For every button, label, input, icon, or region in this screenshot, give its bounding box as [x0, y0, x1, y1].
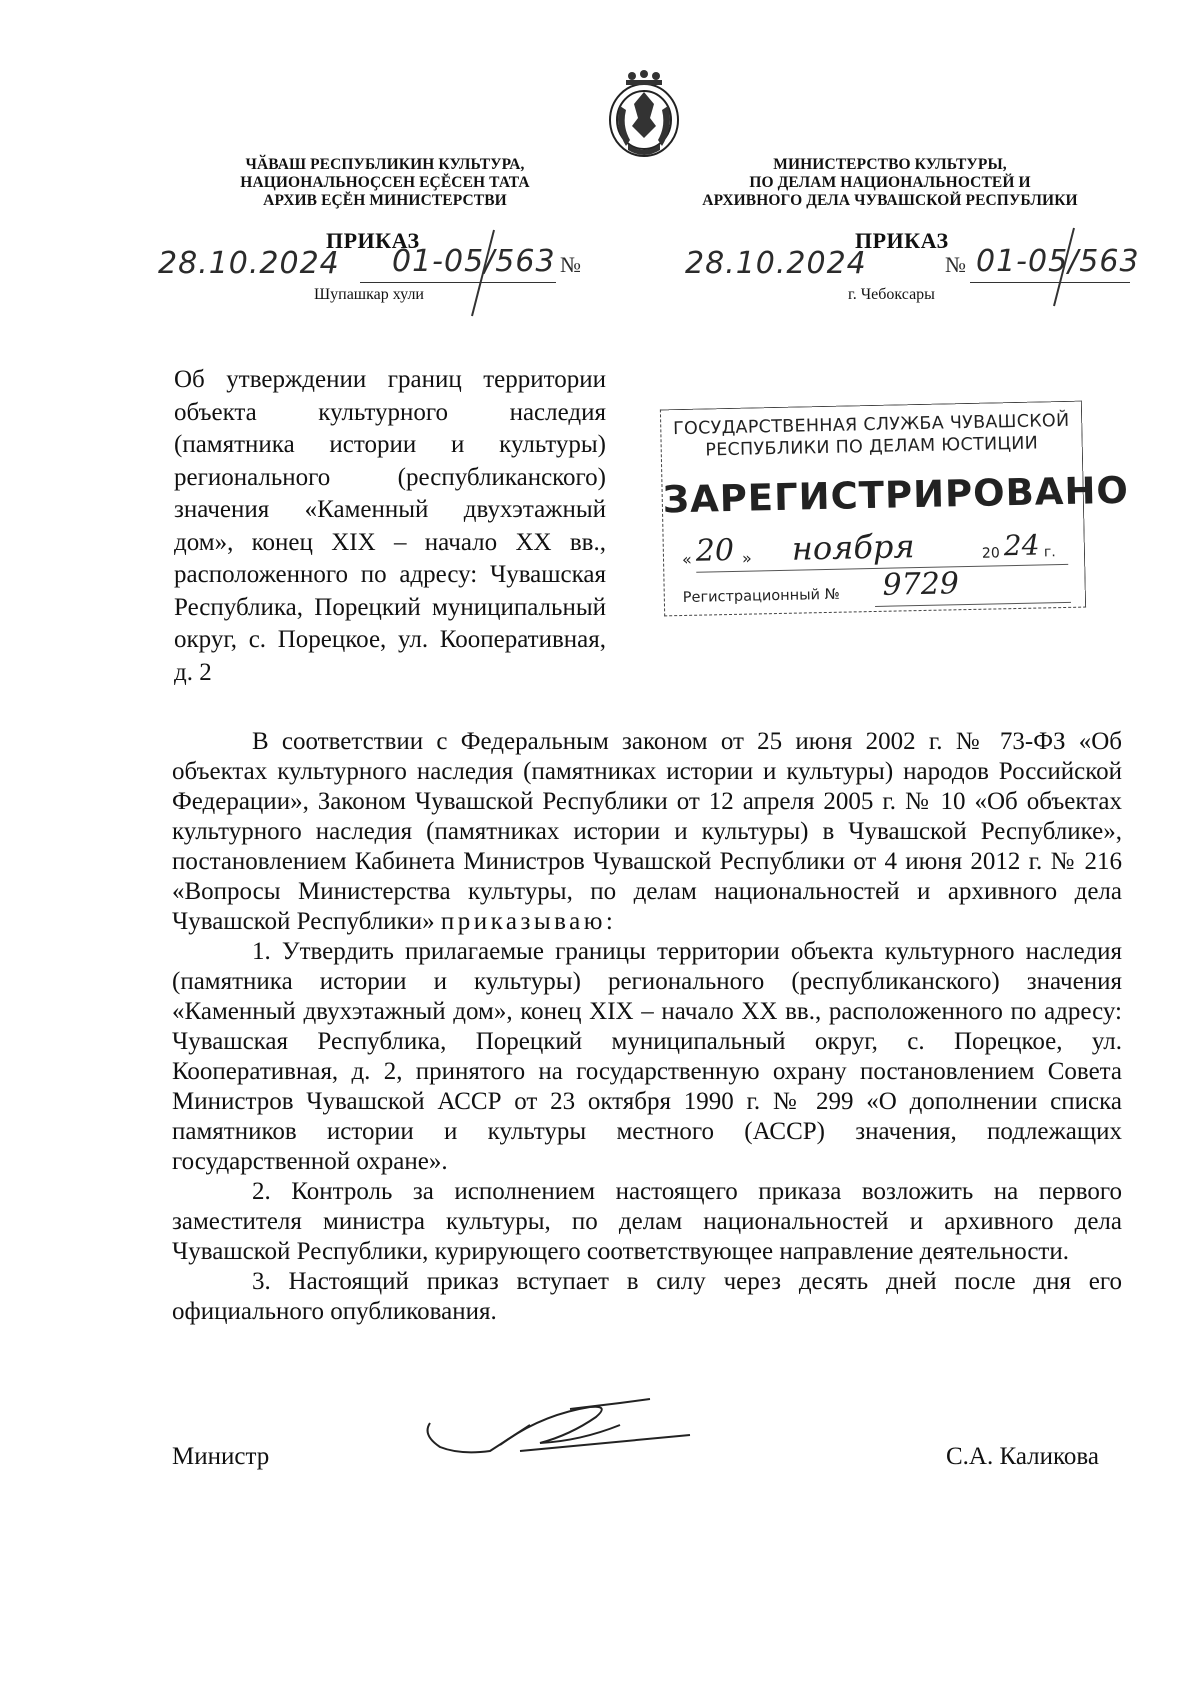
stamp-quote-open: «: [681, 549, 693, 570]
order-word: приказываю:: [440, 908, 617, 935]
number-sign-right: №: [945, 252, 967, 277]
body-paragraph-preamble: [172, 727, 1122, 937]
header-left-line-2: НАЦИОНАЛЬНОҪСЕН ЕҪĔСЕН ТАТА: [240, 174, 530, 191]
stamp-year-handwritten: 24: [1003, 528, 1040, 563]
stamp-number-row: [682, 566, 1073, 608]
number-underline-left: [360, 282, 556, 283]
body-paragraph-2: 2. Контроль за исполнением настоящего приказа возложить на первого заместителя министра культуры, по делам национальностей и архивного дела Чувашской Республики, курирующего соответствующее направление деятельности.: [172, 1178, 1122, 1265]
signatory-name: С.А. Каликова: [946, 1443, 1099, 1470]
registration-stamp: [660, 401, 1130, 617]
stamp-date-row: [681, 527, 1073, 574]
handwritten-number-left: 01-05/563: [392, 244, 556, 279]
stamp-day-handwritten: 20: [695, 532, 735, 569]
header-right-line-3: АРХИВНОГО ДЕЛА ЧУВАШСКОЙ РЕСПУБЛИКИ: [702, 192, 1078, 209]
stamp-number-underline: [875, 602, 1071, 607]
stamp-organization: [661, 410, 1082, 463]
header-left-line-1: ЧӐВАШ РЕСПУБЛИКИН КУЛЬТУРА,: [245, 156, 525, 173]
stamp-year-prefix: 20: [981, 545, 1000, 562]
stamp-registered-label: ЗАРЕГИСТРИРОВАНО: [662, 468, 1130, 522]
stamp-year-suffix: г.: [1043, 544, 1056, 561]
handwritten-signature-icon: [420, 1395, 700, 1475]
preamble-text: В соответствии с Федеральным законом от 25 июня 2002 г. № 73-ФЗ «Об объектах культурного наследия (памятниках истории и культуры) народов Российской Федерации», Законом Чувашской Республики от 12 апреля 2005 г. № 10 «Об объектах культурного наследия (памятниках истории и культуры) в Чувашской Республике», постановлением Кабинета Министров Чувашской Республики от 4 июня 2012 г. № 216 «Вопросы Министерства культуры, по делам национальностей и архивного дела Чувашской Республики»: [172, 728, 1122, 935]
order-heading-right: ПРИКАЗ: [855, 228, 949, 253]
stamp-month-handwritten: ноября: [791, 527, 915, 568]
number-sign-left: №: [560, 252, 582, 277]
city-label-left: Шупашкар хули: [314, 286, 424, 303]
header-right-ministry-russian: [690, 156, 1090, 210]
stamp-quote-close: »: [741, 548, 753, 568]
order-title: Об утверждении границ территории объекта культурного наследия (памятника истории и культуры) регионального (республиканского) значения «Каменный двухэтажный дом», конец XIX – начало XX вв., расположенного по адресу: Чувашская Республика, Порецкий муниципальный округ, с. Порецкое, ул. Кооперативная, д. 2: [174, 366, 606, 686]
pen-slash-right: [1048, 226, 1078, 316]
header-left-line-3: АРХИВ ЕҪĔН МИНИСТЕРСТВИ: [263, 192, 507, 209]
header-right-line-1: МИНИСТЕРСТВО КУЛЬТУРЫ,: [773, 156, 1007, 173]
pen-slash-left: [468, 228, 498, 318]
stamp-org-line-2: РЕСПУБЛИКИ ПО ДЕЛАМ ЮСТИЦИИ: [705, 433, 1039, 461]
signatory-position: Министр: [172, 1443, 270, 1470]
header-right-line-2: ПО ДЕЛАМ НАЦИОНАЛЬНОСТЕЙ И: [749, 174, 1031, 191]
body-paragraph-1: 1. Утвердить прилагаемые границы территории объекта культурного наследия (памятника истории и культуры) регионального (республиканского) значения «Каменный двухэтажный дом», конец XIX – начало XX вв., расположенного по адресу: Чувашская Республика, Порецкий муниципальный округ, с. Порецкое, ул. Кооперативная, д. 2, принятого на государственную охрану постановлением Совета Министров Чувашской АССР от 23 октября 1990 г. № 299 «О дополнении списка памятников истории и культуры местного (АССР) значения, подлежащих государственной охране».: [172, 938, 1122, 1175]
header-left-ministry-chuvash: [195, 156, 575, 210]
handwritten-date-right: 28.10.2024: [685, 246, 867, 281]
coat-of-arms-emblem-icon: [598, 66, 690, 162]
body-paragraph-3: 3. Настоящий приказ вступает в силу через десять дней после дня его официального опубликования.: [172, 1268, 1122, 1325]
stamp-org-line-1: ГОСУДАРСТВЕННАЯ СЛУЖБА ЧУВАШСКОЙ: [672, 410, 1070, 440]
order-heading-left: ПРИКАЗ: [326, 228, 420, 253]
stamp-number-handwritten: 9729: [882, 566, 960, 603]
city-label-right: г. Чебоксары: [848, 286, 935, 303]
order-body: [172, 727, 1122, 1327]
handwritten-date-left: 28.10.2024: [158, 246, 340, 281]
handwritten-number-right: 01-05/563: [976, 244, 1140, 279]
stamp-number-label: Регистрационный №: [682, 586, 840, 607]
